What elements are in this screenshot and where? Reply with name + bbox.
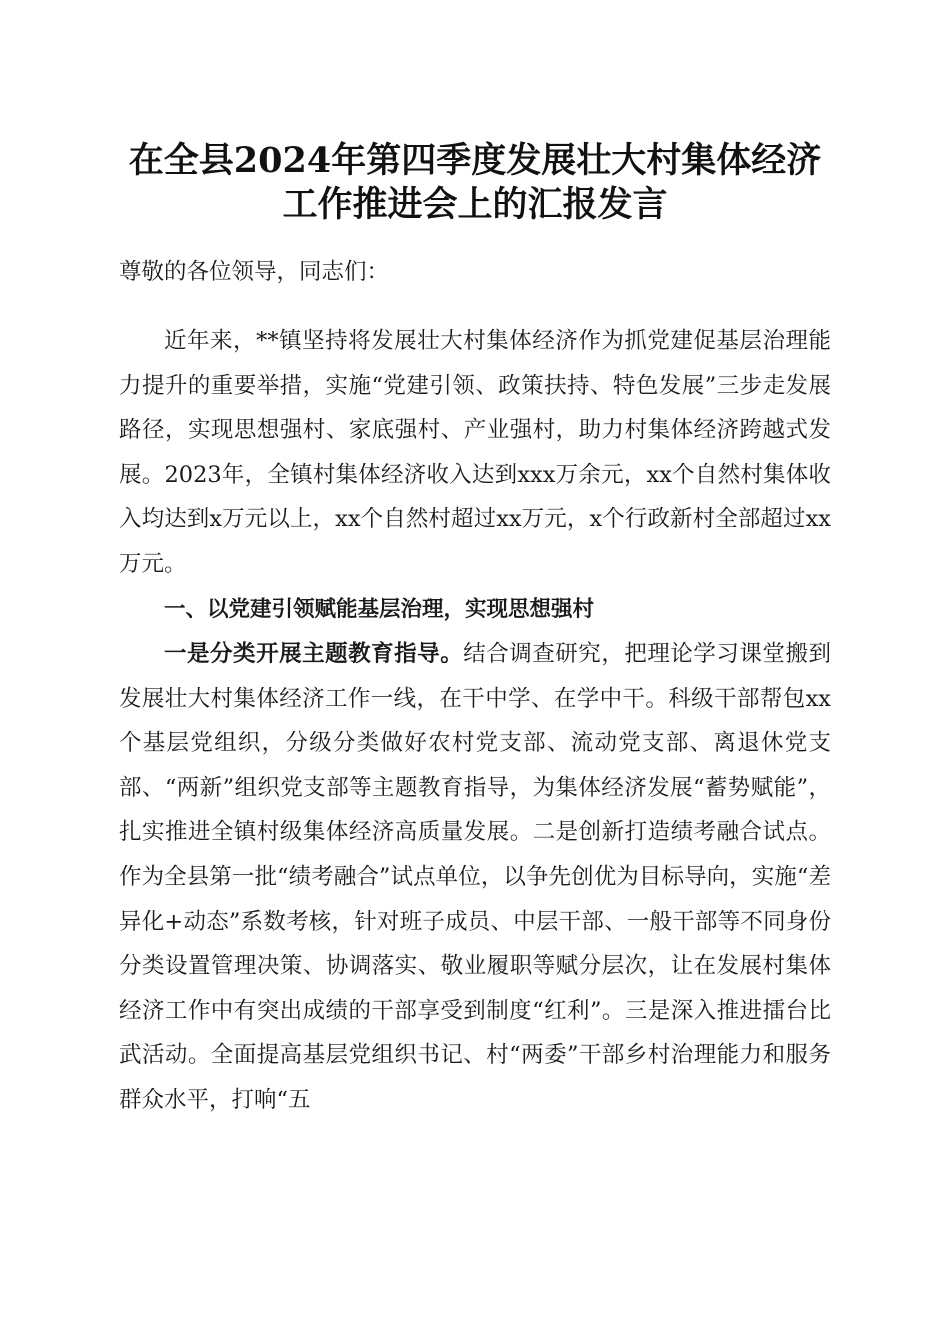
section-1-heading: 一、以党建引领赋能基层治理，实现思想强村 (164, 597, 595, 622)
intro-paragraph: 近年来，**镇坚持将发展壮大村集体经济作为抓党建促基层治理能力提升的重要举措，实施“党建引领、政策扶持、特色发展”三步走发展路径，实现思想强村、家底强村、产业强村，助力村集体经济跨越式发展。2023年，全镇村集体经济收入达到xxx万余元，xx个自然村集体收入均达到x万元以上，xx个自然村超过xx万元，x个行政新村全部超过xx万元。 (119, 328, 831, 577)
section-1-lead: 一是分类开展主题教育指导。 (164, 641, 464, 667)
document-title-line-2: 工作推进会上的汇报发言 (282, 184, 668, 225)
section-1-paragraph (119, 632, 831, 1123)
section-1-body: 结合调查研究，把理论学习课堂搬到发展壮大村集体经济工作一线，在干中学、在学中干。科级干部帮包xx个基层党组织，分级分类做好农村党支部、流动党支部、离退休党支部、“两新”组织党支部等主题教育指导，为集体经济发展“蓄势赋能”，扎实推进全镇村级集体经济高质量发展。二是创新打造绩考融合试点。作为全县第一批“绩考融合”试点单位，以争先创优为目标导向，实施“差异化+动态”系数考核，针对班子成员、中层干部、一般干部等不同身份分类设置管理决策、协调落实、敬业履职等赋分层次，让在发展村集体经济工作中有突出成绩的干部享受到制度“红利”。三是深入推进擂台比武活动。全面提高基层党组织书记、村“两委”干部乡村治理能力和服务群众水平，打响“五 (119, 641, 831, 1113)
document-title-line-1: 在全县2024年第四季度发展壮大村集体经济 (128, 140, 822, 181)
salutation: 尊敬的各位领导，同志们： (119, 259, 390, 285)
